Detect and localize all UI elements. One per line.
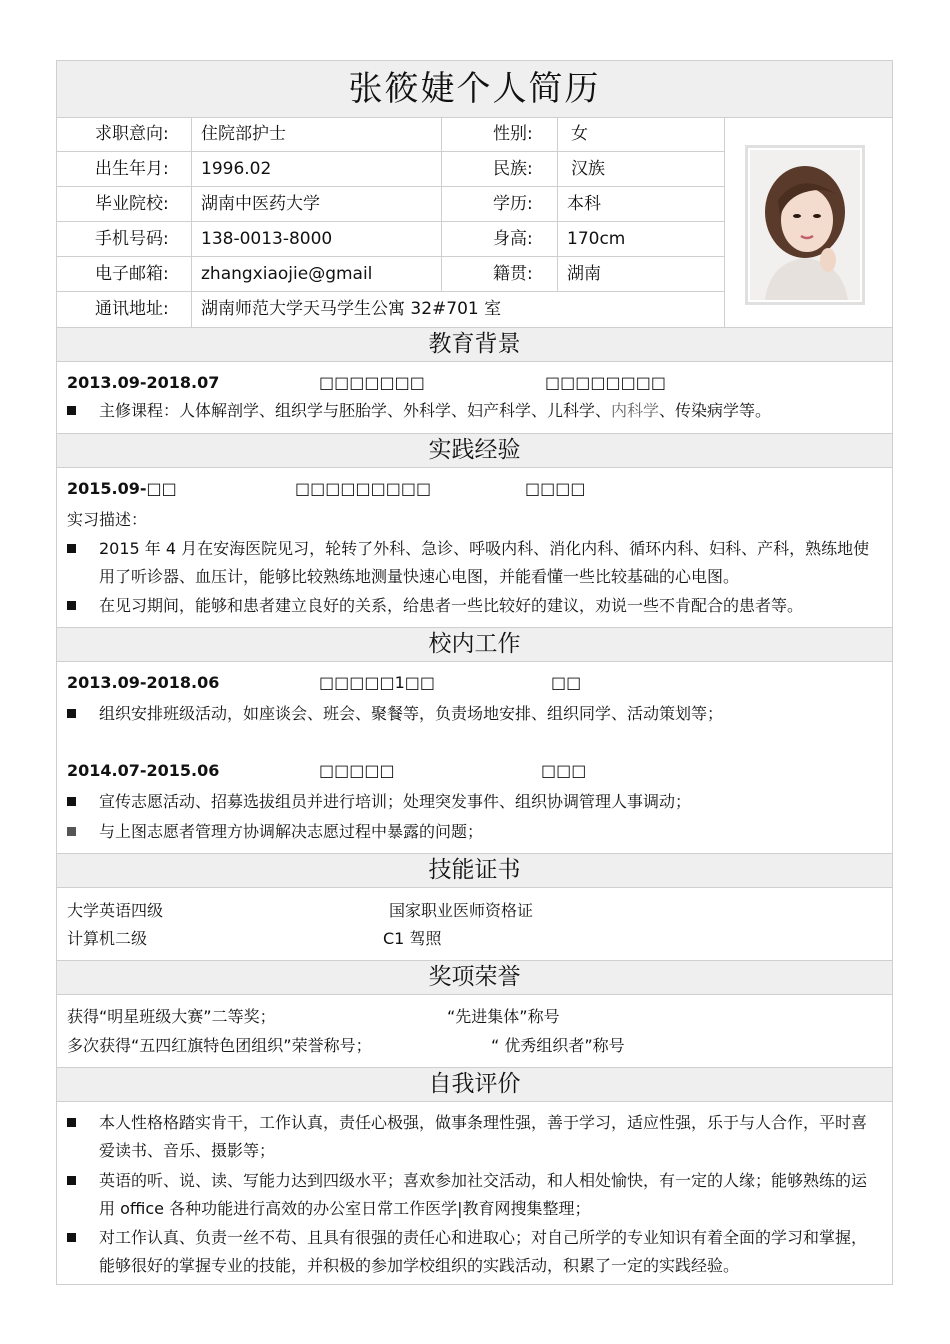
info-label: 身高: bbox=[493, 229, 533, 249]
campus-bullet bbox=[67, 700, 882, 728]
campus-bullet bbox=[67, 788, 882, 816]
campus-org: □□□□□ bbox=[319, 761, 395, 780]
info-label: 出生年月: bbox=[95, 159, 169, 179]
education-school: □□□□□□□ bbox=[319, 373, 425, 392]
bullet-icon bbox=[67, 544, 76, 553]
skill-item: 大学英语四级 bbox=[67, 901, 164, 920]
info-value: 湖南师范大学天马学生公寓 32#701 室 bbox=[201, 299, 502, 319]
info-value: 住院部护士 bbox=[201, 124, 286, 144]
self-eval-text: 英语的听、说、读、写能力达到四级水平；喜欢参加社交活动，和人相处愉快，有一定的人缘；能够熟练的运用 office 各种功能进行高效的办公室日常工作医学|教育网搜集整理； bbox=[99, 1171, 868, 1218]
table-divider bbox=[441, 117, 442, 292]
practice-bullet-text: 在见习期间，能够和患者建立良好的关系，给患者一些比较好的建议，劝说一些不肯配合的患者等。 bbox=[99, 596, 804, 615]
skill-item: C1 驾照 bbox=[383, 929, 442, 948]
info-row-address bbox=[57, 292, 724, 327]
section-heading-awards: 奖项荣誉 bbox=[57, 960, 892, 995]
campus-bullet-text: 组织安排班级活动，如座谈会、班会、聚餐等，负责场地安排、组织同学、活动策划等； bbox=[99, 704, 724, 723]
campus-period: 2013.09-2018.06 bbox=[67, 673, 220, 692]
info-row-intention bbox=[57, 117, 724, 152]
practice-bullet-text: 2015 年 4 月在安海医院见习，轮转了外科、急诊、呼吸内科、消化内科、循环内科、妇科、产科，熟练地使用了听诊器、血压计，能够比较熟练地测量快速心电图，并能看懂一些比较基础的心电图。 bbox=[99, 539, 870, 586]
resume-page bbox=[56, 60, 893, 1285]
section-heading-self-eval: 自我评价 bbox=[57, 1067, 892, 1102]
award-item: “ 优秀组织者”称号 bbox=[491, 1036, 625, 1055]
resume-title: 张筱婕个人简历 bbox=[57, 61, 892, 118]
bullet-icon bbox=[67, 1176, 76, 1185]
campus-bullet-text: 宣传志愿活动、招募选拔组员并进行培训；处理突发事件、组织协调管理人事调动； bbox=[99, 792, 692, 811]
info-value: 138-0013-8000 bbox=[201, 229, 333, 249]
info-value: 女 bbox=[571, 124, 588, 144]
info-label: 电子邮箱: bbox=[95, 264, 169, 284]
table-divider bbox=[191, 117, 192, 327]
info-label: 手机号码: bbox=[95, 229, 169, 249]
practice-bullet bbox=[67, 535, 882, 591]
info-label: 毕业院校: bbox=[95, 194, 169, 214]
bullet-icon bbox=[67, 709, 76, 718]
info-value: zhangxiaojie@gmail bbox=[201, 264, 373, 284]
self-eval-bullet bbox=[67, 1224, 882, 1280]
education-courses bbox=[67, 397, 882, 425]
skill-item: 国家职业医师资格证 bbox=[389, 901, 534, 920]
practice-period: 2015.09-□□ bbox=[67, 479, 177, 498]
self-eval-bullet bbox=[67, 1109, 882, 1165]
campus-period: 2014.07-2015.06 bbox=[67, 761, 220, 780]
info-label: 籍贯: bbox=[493, 264, 533, 284]
course-grey: 内科学 bbox=[611, 401, 660, 420]
campus-bullet bbox=[67, 818, 882, 846]
section-heading-campus: 校内工作 bbox=[57, 627, 892, 662]
info-row-school bbox=[57, 187, 724, 222]
award-item: 多次获得“五四红旗特色团组织”荣誉称号； bbox=[67, 1036, 372, 1055]
award-item: 获得“明星班级大赛”二等奖； bbox=[67, 1007, 276, 1026]
self-eval-text: 对工作认真、负责一丝不苟、且具有很强的责任心和进取心；对自己所学的专业知识有着全面的学习和掌握，能够很好的掌握专业的技能，并积极的参加学校组织的实践活动，积累了一定的实践经验。 bbox=[99, 1228, 868, 1275]
education-major: □□□□□□□□ bbox=[545, 373, 666, 392]
practice-role: □□□□ bbox=[525, 479, 586, 498]
practice-bullet bbox=[67, 592, 882, 620]
section-heading-practice: 实践经验 bbox=[57, 433, 892, 468]
info-value: 湖南 bbox=[567, 264, 601, 284]
info-label: 通讯地址: bbox=[95, 299, 169, 319]
skill-item: 计算机二级 bbox=[67, 929, 148, 948]
profile-photo-image bbox=[750, 150, 860, 300]
table-divider bbox=[724, 117, 725, 327]
section-heading-skills: 技能证书 bbox=[57, 853, 892, 888]
info-value: 170cm bbox=[567, 229, 626, 249]
self-eval-bullet bbox=[67, 1167, 882, 1223]
info-value: 汉族 bbox=[571, 159, 605, 179]
section-heading-education: 教育背景 bbox=[57, 327, 892, 362]
table-divider bbox=[557, 117, 558, 292]
campus-role: □□□ bbox=[541, 761, 587, 780]
campus-org: □□□□□1□□ bbox=[319, 673, 435, 692]
campus-bullet-text: 与上图志愿者管理方协调解决志愿过程中暴露的问题； bbox=[99, 822, 484, 841]
info-label: 学历: bbox=[493, 194, 533, 214]
bullet-icon bbox=[67, 406, 76, 415]
info-label: 性别: bbox=[493, 124, 533, 144]
education-period: 2013.09-2018.07 bbox=[67, 373, 220, 392]
profile-photo bbox=[745, 145, 865, 305]
bullet-icon bbox=[67, 1118, 76, 1127]
award-item: “先进集体”称号 bbox=[447, 1007, 560, 1026]
info-row-birth bbox=[57, 152, 724, 187]
info-value: 湖南中医药大学 bbox=[201, 194, 320, 214]
info-value: 本科 bbox=[567, 194, 601, 214]
bullet-icon bbox=[67, 601, 76, 610]
info-value: 1996.02 bbox=[201, 159, 272, 179]
course-suffix: 、传染病学等。 bbox=[659, 401, 772, 420]
course-text bbox=[99, 397, 882, 425]
info-label: 民族: bbox=[493, 159, 533, 179]
bullet-icon bbox=[67, 1233, 76, 1242]
info-row-phone bbox=[57, 222, 724, 257]
practice-org: □□□□□□□□□ bbox=[295, 479, 432, 498]
campus-role: □□ bbox=[551, 673, 582, 692]
practice-desc-label: 实习描述： bbox=[67, 510, 148, 529]
course-prefix: 主修课程：人体解剖学、组织学与胚胎学、外科学、妇产科学、儿科学、 bbox=[99, 401, 612, 420]
info-row-email bbox=[57, 257, 724, 292]
bullet-icon bbox=[67, 827, 76, 836]
bullet-icon bbox=[67, 797, 76, 806]
info-label: 求职意向: bbox=[95, 124, 169, 144]
self-eval-text: 本人性格格踏实肯干，工作认真，责任心极强，做事条理性强，善于学习，适应性强，乐于与人合作，平时喜爱读书、音乐、摄影等； bbox=[99, 1113, 868, 1160]
